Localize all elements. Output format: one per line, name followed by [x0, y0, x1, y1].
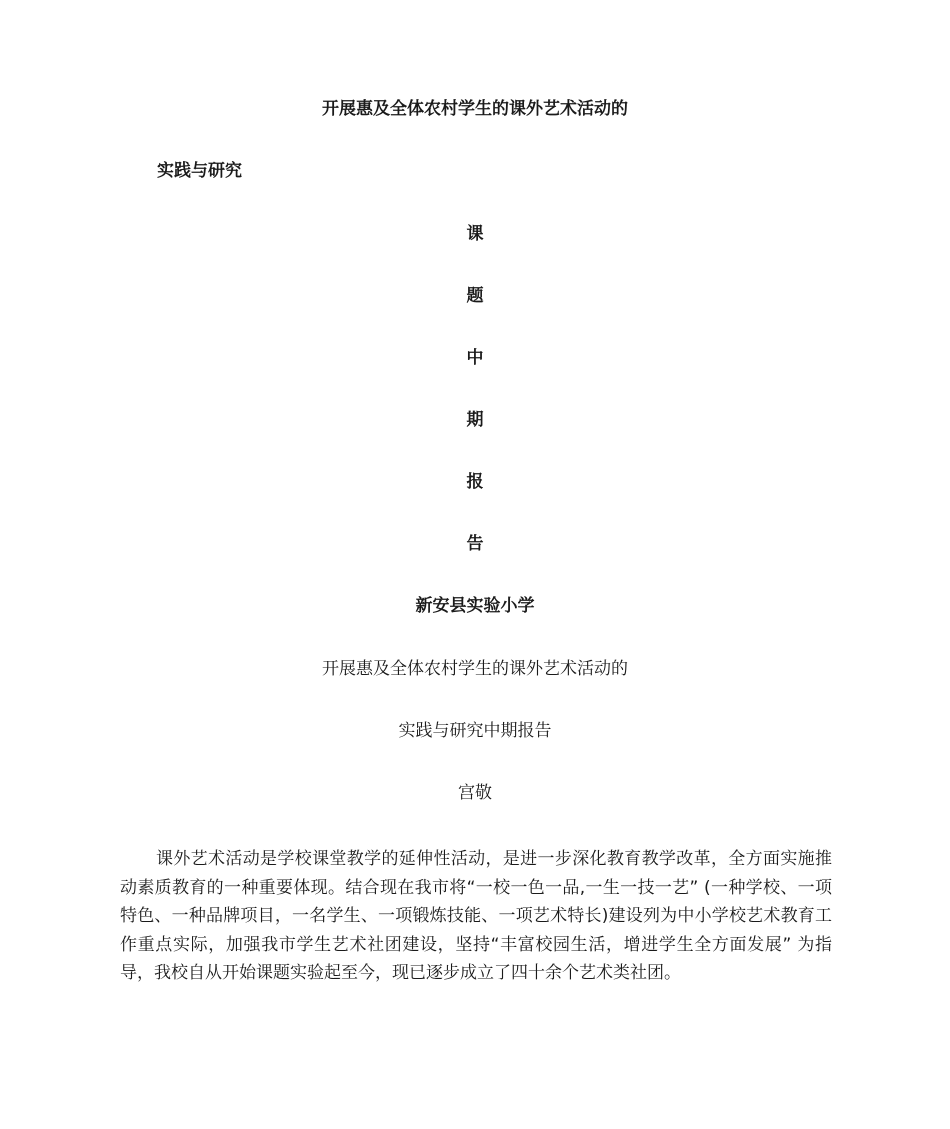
cover-vertical-char-2: 题	[466, 286, 484, 306]
cover-school-name: 新安县实验小学	[415, 596, 535, 616]
cover-title-line1: 开展惠及全体农村学生的课外艺术活动的	[322, 99, 628, 119]
report-author: 宫敬	[458, 783, 492, 803]
cover-vertical-char-5: 报	[466, 472, 484, 492]
cover-vertical-char-6: 告	[466, 534, 484, 554]
report-paragraph-1: 课外艺术活动是学校课堂教学的延伸性活动，是进一步深化教育教学改革，全方面实施推动素质教育的一种重要体现。结合现在我市将“一校一色一品,一生一技一艺” (一种学校、一项特色、一种品牌项目，一名学生、一项锻炼技能、一项艺术特长)建设列为中小学校艺术教育工作重点实际，加强我市学生艺术社团建设，坚持“丰富校园生活，增进学生全方面发展” 为指导，我校自从开始课题实验起至今，现已逐步成立了四十余个艺术类社团。	[120, 849, 832, 983]
cover-vertical-char-3: 中	[466, 348, 484, 368]
report-title-line2: 实践与研究中期报告	[398, 721, 552, 741]
cover-vertical-char-4: 期	[466, 410, 484, 430]
cover-title-line2: 实践与研究	[157, 161, 242, 181]
cover-vertical-char-1: 课	[466, 224, 484, 244]
report-title-line1: 开展惠及全体农村学生的课外艺术活动的	[322, 659, 628, 679]
